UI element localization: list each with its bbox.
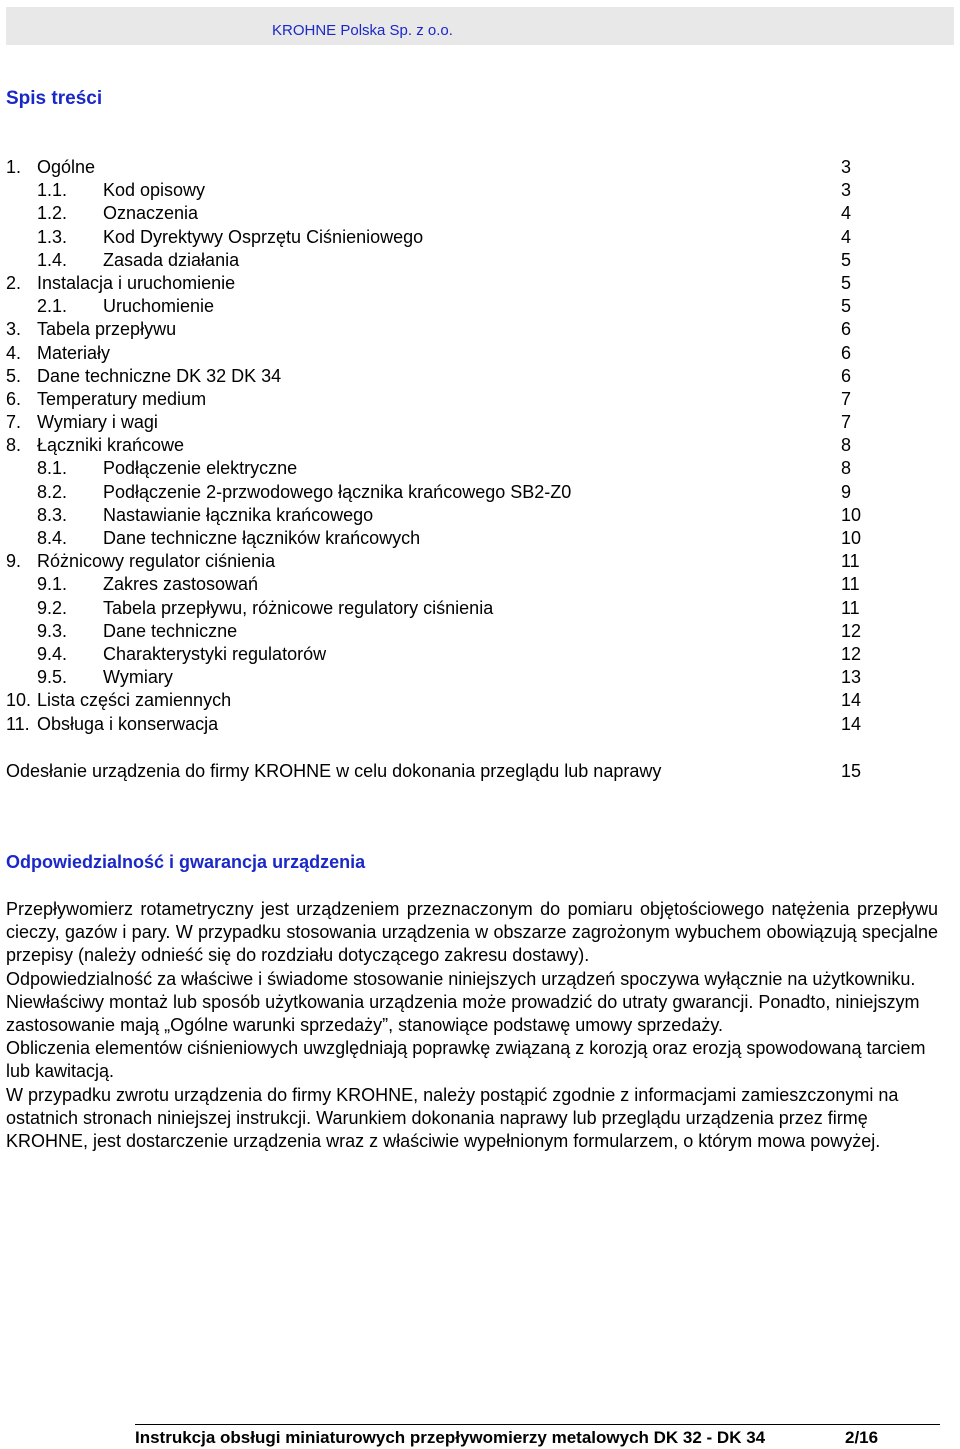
toc-entry[interactable] <box>0 481 960 504</box>
toc-entry-page: 7 <box>841 412 852 433</box>
toc-entry-label: Zasada działania <box>103 249 240 270</box>
toc-entry[interactable] <box>0 179 960 202</box>
toc-entry-page: 5 <box>841 296 852 317</box>
toc-entry-page: 14 <box>841 690 862 711</box>
toc-entry[interactable] <box>0 597 960 620</box>
toc-entry[interactable] <box>0 504 960 527</box>
toc-entry[interactable] <box>0 295 960 318</box>
toc-entry[interactable] <box>0 365 960 388</box>
toc-entry-page: 9 <box>841 481 852 502</box>
toc-entry-label: Podłączenie 2-przwodowego łącznika krańcowego SB2-Z0 <box>103 481 572 502</box>
toc-entry-page: 10 <box>841 504 862 525</box>
toc-entry-page: 3 <box>841 157 852 177</box>
toc-entry-num: 2.1. <box>37 296 68 317</box>
responsibility-text <box>6 898 938 1153</box>
toc-entry-page: 7 <box>841 388 852 409</box>
toc-entry[interactable] <box>0 226 960 249</box>
toc-entry-num: 2. <box>6 272 22 293</box>
toc-entry[interactable] <box>0 713 960 736</box>
toc-entry-num: 11. <box>6 713 30 734</box>
toc-entry-num: 9.1. <box>37 574 68 595</box>
toc-entry[interactable] <box>0 272 960 295</box>
header-logo-area <box>6 7 266 45</box>
toc-entry-num: 10. <box>6 690 32 711</box>
toc-entry-page: 12 <box>841 620 862 641</box>
toc-entry-page: 5 <box>841 272 852 293</box>
toc-entry-page: 8 <box>841 435 852 456</box>
footer-divider <box>135 1424 940 1425</box>
toc-entry-label: Dane techniczne <box>103 620 238 641</box>
toc-entry-label: Materiały <box>37 342 111 363</box>
toc-entry-label: Dane techniczne łączników krańcowych <box>103 528 421 548</box>
paragraph: W przypadku zwrotu urządzenia do firmy KROHNE, należy postąpić zgodnie z informacjami zamieszczonymi na ostatnich stronach niniejszej instrukcji. Warunkiem dokonania naprawy lub przeglądu urządzenia przez firmę KROHNE, jest dostarczenie urządzenia wraz z właściwie wypełnionym formularzem, o którym mowa powyżej. <box>6 1084 899 1152</box>
toc-entry[interactable] <box>0 342 960 365</box>
page-number: 2/16 <box>845 1428 879 1447</box>
toc-entry-page: 6 <box>841 342 852 363</box>
company-name: KROHNE Polska Sp. z o.o. <box>272 22 453 39</box>
toc-entry[interactable] <box>0 643 960 666</box>
toc-entry[interactable] <box>0 434 960 457</box>
toc-entry-page: 12 <box>841 643 862 664</box>
toc-entry-label: Podłączenie elektryczne <box>103 458 298 479</box>
toc-entry[interactable] <box>0 573 960 596</box>
toc-entry-label: Kod opisowy <box>103 180 206 201</box>
toc-entry-num: 3. <box>6 319 22 340</box>
toc-entry-page: 4 <box>841 226 852 247</box>
toc-entry-page: 8 <box>841 458 852 479</box>
toc-entry[interactable] <box>0 620 960 643</box>
toc-entry-label: Temperatury medium <box>37 388 207 409</box>
toc-entry-label: Oznaczenia <box>103 203 199 224</box>
paragraph: Obliczenia elementów ciśnieniowych uwzględniają poprawkę związaną z korozją oraz erozją spowodowaną tarciem lub kawitacją. <box>6 1038 926 1082</box>
toc-entry-num: 1.3. <box>37 226 68 247</box>
toc-entry[interactable] <box>0 550 960 573</box>
toc-entry-label: Instalacja i uruchomienie <box>37 272 236 293</box>
toc-entry-page: 6 <box>841 319 852 340</box>
section-heading: Odpowiedzialność i gwarancja urządzenia <box>6 852 366 872</box>
toc-entry[interactable] <box>0 202 960 225</box>
toc-entry[interactable] <box>0 318 960 341</box>
toc-entry-label: Wymiary <box>103 667 173 688</box>
toc-entry-label: Nastawianie łącznika krańcowego <box>103 504 374 525</box>
toc-entry[interactable] <box>0 388 960 411</box>
toc-entry-num: 8.3. <box>37 504 68 525</box>
toc-entry-label: Odesłanie urządzenia do firmy KROHNE w celu dokonania przeglądu lub naprawy <box>6 761 662 781</box>
footer-title: Instrukcja obsługi miniaturowych przepływomierzy metalowych DK 32 - DK 34 <box>135 1428 766 1447</box>
toc-entry-num: 9.3. <box>37 620 68 641</box>
toc-entry[interactable] <box>0 666 960 689</box>
toc-entry-page: 5 <box>841 249 852 270</box>
toc-entry-num: 1. <box>6 157 22 177</box>
toc-entry-num: 4. <box>6 342 22 363</box>
toc-entry-label: Ogólne <box>37 157 96 177</box>
table-of-contents <box>0 156 960 736</box>
toc-entry[interactable] <box>0 457 960 480</box>
toc-entry-page: 4 <box>841 203 852 224</box>
toc-entry[interactable] <box>0 527 960 550</box>
toc-entry-label: Dane techniczne DK 32 DK 34 <box>37 365 282 386</box>
toc-entry-num: 8.1. <box>37 458 68 479</box>
toc-entry-label: Różnicowy regulator ciśnienia <box>37 551 276 572</box>
toc-entry-num: 8.2. <box>37 481 68 502</box>
toc-title: Spis treści <box>6 88 103 109</box>
toc-entry-num: 1.1. <box>37 180 68 201</box>
toc-return-entry[interactable] <box>0 760 960 783</box>
toc-entry-label: Kod Dyrektywy Osprzętu Ciśnieniowego <box>103 226 424 247</box>
toc-entry-label: Uruchomienie <box>103 296 215 317</box>
toc-entry-num: 1.2. <box>37 203 68 224</box>
toc-entry-num: 9.4. <box>37 643 68 664</box>
toc-entry-num: 5. <box>6 365 22 386</box>
toc-entry-page: 6 <box>841 365 852 386</box>
toc-entry-page: 14 <box>841 713 862 734</box>
toc-entry-page: 13 <box>841 667 862 688</box>
toc-entry[interactable] <box>0 689 960 712</box>
toc-entry-num: 7. <box>6 412 22 433</box>
toc-entry-num: 9.2. <box>37 597 68 618</box>
toc-entry-page: 11 <box>841 574 860 595</box>
paragraph: Przepływomierz rotametryczny jest urządzeniem przeznaczonym do pomiaru objętościowego natężenia przepływu cieczy, gazów i pary. W przypadku stosowania urządzenia w obszarze zagrożonym wybuchem obowiązują specjalne przepisy (należy odnieść się do rozdziału dotyczącego zakresu dostawy). <box>6 899 938 966</box>
paragraph: Odpowiedzialność za właściwe i świadome stosowanie niniejszych urządzeń spoczywa wyłącznie na użytkowniku. Niewłaściwy montaż lub sposób użytkowania urządzenia może prowadzić do utraty gwarancji. Ponadto, niniejszym zastosowanie mają „Ogólne warunki sprzedaży”, stanowiące podstawę umowy sprzedaży. <box>6 968 920 1036</box>
toc-entry-label: Lista części zamiennych <box>37 690 232 711</box>
toc-entry-num: 9.5. <box>37 667 68 688</box>
toc-entry-page: 15 <box>841 761 862 781</box>
toc-entry-page: 3 <box>841 180 852 201</box>
toc-entry-num: 8.4. <box>37 528 68 548</box>
toc-entry-num: 1.4. <box>37 249 68 270</box>
toc-entry-label: Charakterystyki regulatorów <box>103 643 327 664</box>
toc-entry-num: 6. <box>6 388 22 409</box>
toc-entry-label: Tabela przepływu, różnicowe regulatory ciśnienia <box>103 597 494 618</box>
toc-entry-num: 9. <box>6 551 22 572</box>
toc-entry[interactable] <box>0 156 960 179</box>
toc-entry-page: 10 <box>841 528 862 548</box>
toc-entry-label: Tabela przepływu <box>37 319 177 340</box>
toc-entry-label: Zakres zastosowań <box>103 574 259 595</box>
toc-entry-num: 8. <box>6 435 22 456</box>
toc-entry-page: 11 <box>841 597 860 618</box>
toc-entry-page: 11 <box>841 551 860 572</box>
toc-entry-label: Obsługa i konserwacja <box>37 713 219 734</box>
toc-entry-label: Wymiary i wagi <box>37 412 158 433</box>
toc-entry-label: Łączniki krańcowe <box>37 435 185 456</box>
toc-entry[interactable] <box>0 249 960 272</box>
toc-entry[interactable] <box>0 411 960 434</box>
